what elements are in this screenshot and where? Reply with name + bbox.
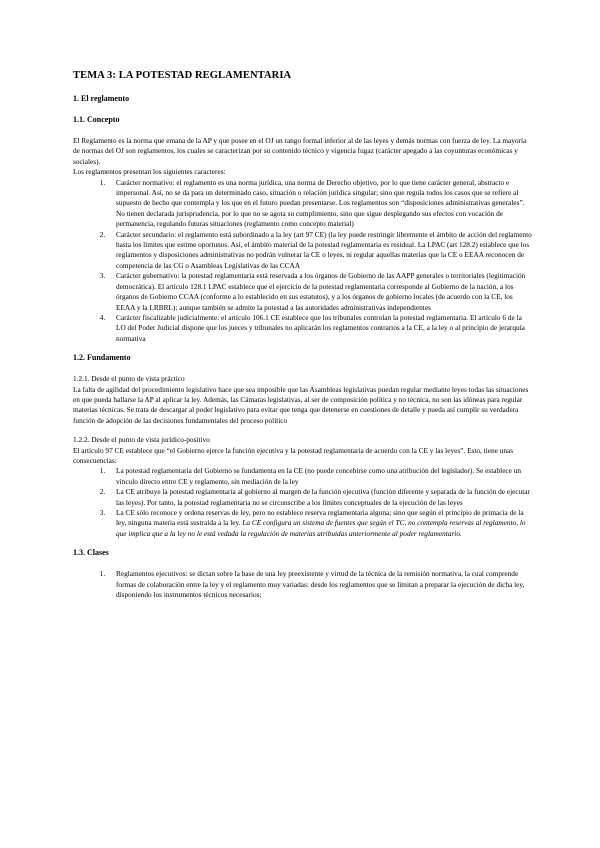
document-title: TEMA 3: LA POTESTAD REGLAMENTARIA — [73, 70, 292, 81]
characters-intro: Los reglamentos presentan los siguientes caracteres: — [73, 167, 226, 177]
section-heading-1-3: 1.3. Clases — [73, 548, 109, 558]
list-item: 1. Carácter normativo: el reglamento es una norma jurídica, una norma de Derecho objetivo, por lo que tiene carácter general, abstracto e impersonal. Así, no se da para un determinado caso, situación o relación jurídica singular; sino que regula todos los casos que se refiere al supuesto de hecho que contempla y los que en el futuro puedan presentarse. Los reglamentos son “disposiciones administrativas generales”. No tienen declarada jurisprudencia, por lo que no se agota su cumplimiento, sino que sigue desplegando sus efectos con vocación de permanencia, regulando futuras situaciones (reglamento como concepto material) — [107, 178, 533, 230]
list-item: 3. Carácter gubernativo: la potestad reglamentaria está reservada a los órganos de Gobierno de las AAPP generales o territoriales (legitimación democrática). El artículo 128.1 LPAC establece que el ejercicio de la potestad reglamentaria corresponde al Gobierno de la nación, a los órganos de Gobierno CCAA (conforme a lo establecido en sus estatutos), y a los órganos de gobierno locales (de acuerdo con la CE, los EEAA y la LRBRL); aunque también se admite la potestad a las autoridades administrativas independientes — [107, 271, 533, 313]
concept-paragraph: El Reglamento es la norma que emana de la AP y que posee en el OJ un rango formal inferior al de las leyes y demás normas con fuerza de ley. La mayoría de normas del OJ son reglamentos, los cuales se caracterizan por su contenido técnico y vigencia fugaz (carácter apegado a las coyunturas económicas y sociales). — [73, 136, 527, 166]
list-item: 1. La potestad reglamentaria del Gobierno se fundamenta en la CE (no puede concebirse como una atribución del legislador). Se establece un vínculo directo entre CE y reglamento, sin mediación de la ley — [107, 466, 533, 487]
classes-list — [73, 569, 533, 600]
list-item-text: La CE sólo reconoce y ordena reservas de ley, pero no establece reserva reglamentaria alguna; sino que según el principio de primacía de la ley, ninguna materia está sustraída a la ley. — [116, 508, 524, 528]
subsection-heading-1-2-2: 1.2.2. Desde el punto de vista jurídico-positivo — [73, 435, 210, 445]
legal-paragraph: El artículo 97 CE establece que “el Gobierno ejerce la función ejecutiva y la potestad reglamentaria de acuerdo con la CE y las leyes”. Esto, tiene unas consecuencias: — [73, 445, 514, 465]
section-heading-1: 1. El reglamento — [73, 94, 130, 103]
list-item: 1. Reglamentos ejecutivos: se dictan sobre la base de una ley preexistente y virtud de la técnica de la remisión normativa, la cual comprende formas de colaboración entre la ley y el reglamento muy variadas: desde los reglamentos que se limitan a preparar la ejecución de dicha ley, disponiendo los instrumentos técnicos necesarios; — [107, 569, 533, 600]
document-page — [73, 70, 533, 600]
list-item — [107, 508, 533, 539]
list-item: 2. Carácter secundario: el reglamento está subordinado a la ley (art 97 CE) (la ley puede restringir libremente el ámbito de acción del reglamento hasta los límites que estime oportunos. Así, el ámbito material de la potestad reglamentaria es residual. La LPAC (art 128.2) establece que los reglamentos y disposiciones administrativas no podrán vulnerar la CE o leyes, ni regular aquellas materias que la CE o EEAA reconocen de competencia de las CG o Asambleas Legislativas de las CCAA — [107, 230, 533, 272]
list-item: 2. La CE atribuye la potestad reglamentaria al gobierno al margen de la función ejecutiva (función diferente y separada de la función de ejecutar las leyes). Por tanto, la potestad reglamentaria no se circunscribe a los límites conceptuales de la ejecución de las leyes — [107, 487, 533, 508]
consequences-list — [73, 466, 533, 539]
characters-list — [73, 178, 533, 345]
practical-paragraph: La falta de agilidad del procedimiento legislativo hace que sea imposible que las Asambleas legislativas puedan regular mediante leyes todas las situaciones en que pueda hallarse la AP al aplicar la ley. Además, las Cámaras legislativas, al ser de composición política y no técnica, no son las idóneas para regular materias técnicas. Se trata de descargar al poder legislativo para evitar que tenga que detenerse en cuestiones de detalle y pueda así cumplir su verdadera función de adopción de las decisiones fundamentales del proceso político — [73, 384, 529, 425]
list-item-italic-text: La CE configura un sistema de fuentes que según el TC, no contempla reservas al reglamento, lo que implica que a la ley no le está vedada la regulación de materias atribuidas anteriormente al poder reglamentario. — [116, 518, 526, 538]
section-heading-1-2: 1.2. Fundamento — [73, 353, 131, 363]
subsection-heading-1-2-1: 1.2.1. Desde el punto de vista práctico — [73, 374, 185, 384]
list-item: 4. Carácter fiscalizable judicialmente: el artículo 106.1 CE establece que los tribunales controlan la potestad reglamentaria. El artículo 6 de la LO del Poder Judicial dispone que los jueces y tribunales no aplicarán los reglamentos contrarios a la CE, a la ley o al principio de jerarquía normativa — [107, 313, 533, 344]
section-heading-1-1: 1.1. Concepto — [73, 115, 120, 124]
